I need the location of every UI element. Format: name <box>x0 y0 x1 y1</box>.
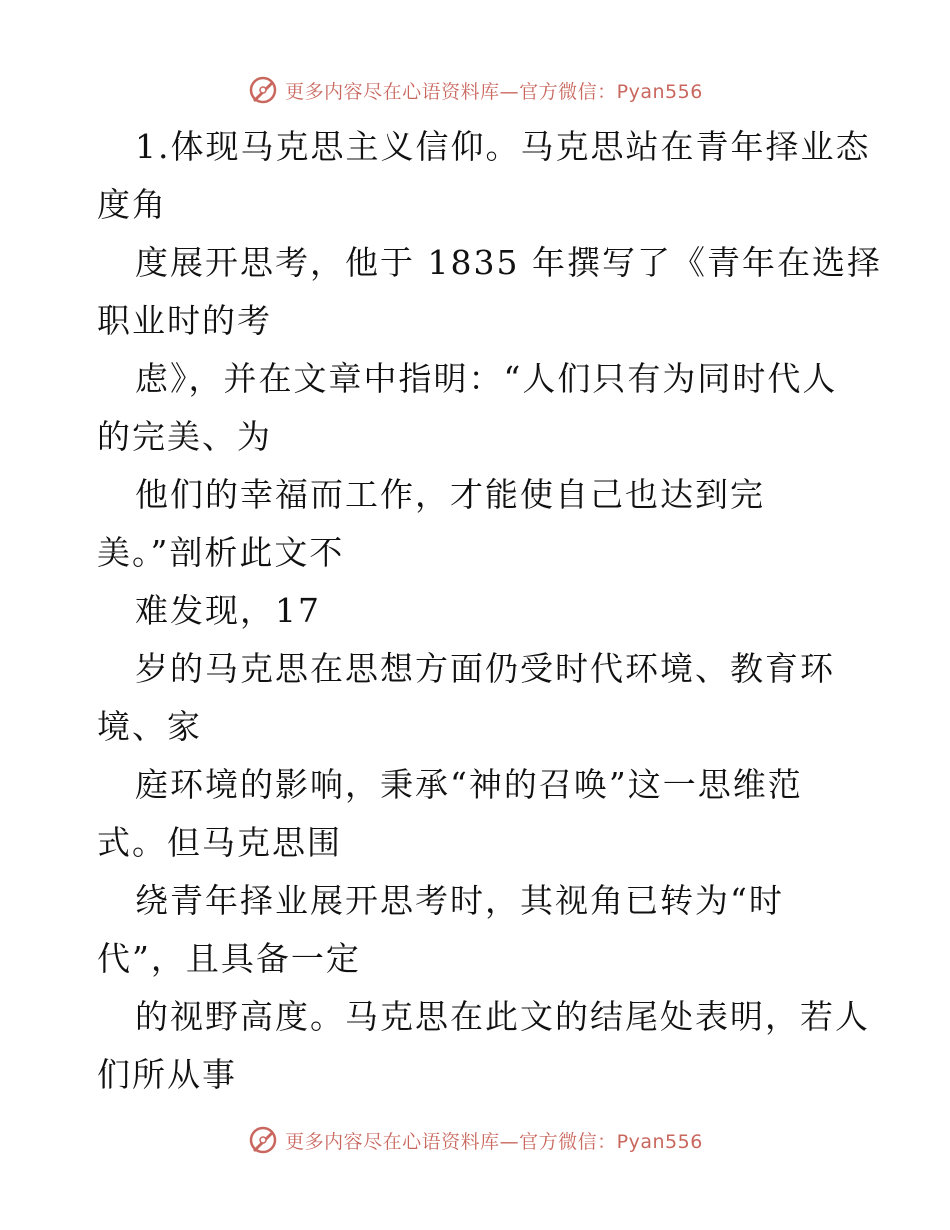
pen-nib-logo-icon <box>247 74 279 106</box>
text-line: 虑》，并在文章中指明：“人们只有为同时代人 <box>135 359 838 398</box>
text-line: 美。”剖析此文不 <box>97 533 345 572</box>
text-line: 1.体现马克思主义信仰。马克思站在青年择业态 <box>135 127 871 166</box>
text-line: 度展开思考，他于 1835 年撰写了《青年在选择 <box>135 243 882 282</box>
header-watermark-banner <box>0 70 950 110</box>
text-line: 岁的马克思在思想方面仍受时代环境、教育环 <box>135 649 835 688</box>
document-body <box>97 118 882 1104</box>
text-line: 的视野高度。马克思在此文的结尾处表明，若人 <box>135 997 870 1036</box>
footer-watermark-banner <box>0 1120 950 1160</box>
text-line: 他们的幸福而工作，才能使自己也达到完 <box>135 475 765 514</box>
text-line: 职业时的考 <box>97 301 272 340</box>
text-line: 庭环境的影响，秉承“神的召唤”这一思维范 <box>135 765 803 804</box>
text-line: 绕青年择业展开思考时，其视角已转为“时 <box>135 881 784 920</box>
text-line: 的完美、为 <box>97 417 272 456</box>
text-line: 代”，且具备一定 <box>97 939 361 978</box>
text-line: 境、家 <box>97 707 202 746</box>
watermark-text: 更多内容尽在心语资料库—官方微信：Pyan556 <box>285 1130 703 1153</box>
text-line: 度角 <box>97 185 167 224</box>
pen-nib-logo-icon <box>247 1124 279 1156</box>
text-line: 式。但马克思围 <box>97 823 342 862</box>
text-line: 们所从事 <box>97 1055 237 1094</box>
text-line: 难发现，17 <box>135 591 321 630</box>
watermark-text: 更多内容尽在心语资料库—官方微信：Pyan556 <box>285 80 703 103</box>
